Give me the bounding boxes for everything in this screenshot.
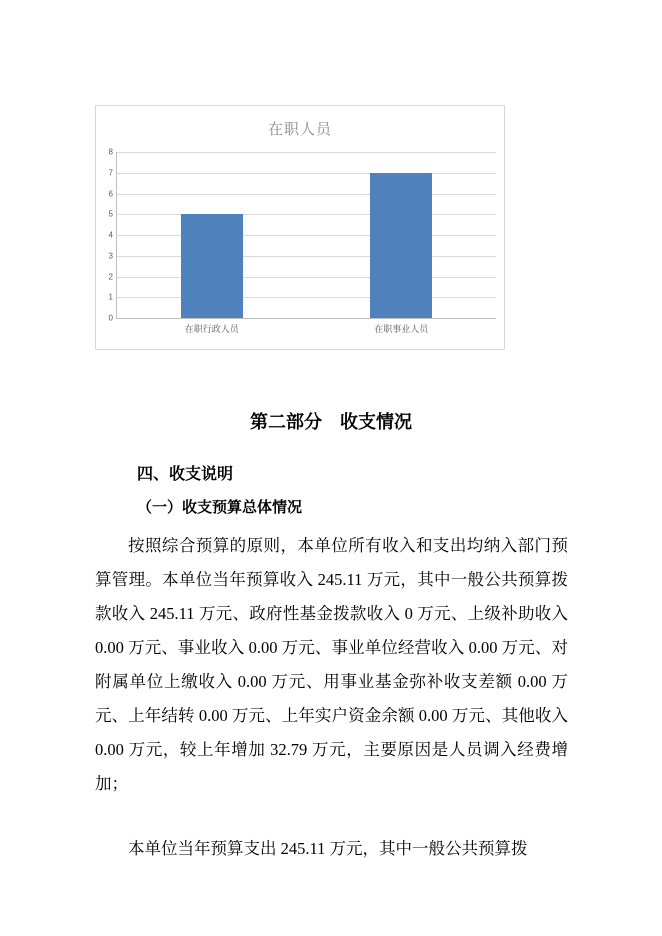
paragraph: 按照综合预算的原则，本单位所有收入和支出均纳入部门预算管理。本单位当年预算收入 245.11 万元，其中一般公共预算拨款收入 245.11 万元、政府性基金拨款收入 0 万元、上级补助收入 0.00 万元、事业收入 0.00 万元、事业单位经营收入 0.00 万元、对附属单位上缴收入 0.00 万元、用事业基金弥补收支差额 0.00 万元、上年结转 0.00 万元、上年实户资金余额 0.00 万元、其他收入 0.00 万元，较上年增加 32.79 万元，主要原因是人员调入经费增加； xyxy=(95,536,568,793)
chart-ytick-label: 7 xyxy=(108,168,113,178)
chart-gridline xyxy=(117,152,496,153)
chart-gridline xyxy=(117,214,496,215)
subsection-heading: （一）收支预算总体情况 xyxy=(137,499,303,516)
chart-ytick-label: 2 xyxy=(108,272,113,281)
chart-bar xyxy=(370,173,432,318)
chart-ytick-label: 1 xyxy=(108,292,113,302)
chart-xtick-label: 在职行政人员 xyxy=(184,324,239,334)
chart-ytick-label: 6 xyxy=(108,189,113,198)
chart-ytick-label: 5 xyxy=(108,209,113,219)
chart-gridline xyxy=(117,235,496,236)
chart-gridline xyxy=(117,297,496,298)
chart-gridline xyxy=(117,194,496,195)
chart-gridline xyxy=(117,277,496,278)
chart-ytick-label: 3 xyxy=(108,251,113,261)
chart-ytick-label: 0 xyxy=(108,313,113,323)
chart-plot xyxy=(108,147,496,334)
part-title: 第二部分 收支情况 xyxy=(250,412,412,432)
chart-xtick-label: 在职事业人员 xyxy=(374,324,429,334)
staff-bar-chart xyxy=(95,105,505,350)
chart-gridline xyxy=(117,256,496,257)
chart-ytick-label: 8 xyxy=(108,147,113,157)
chart-bar xyxy=(181,214,243,318)
chart-ytick-label: 4 xyxy=(108,230,113,240)
chart-gridline xyxy=(117,173,496,174)
chart-title: 在职人员 xyxy=(267,121,332,138)
body-text xyxy=(95,529,568,866)
section-heading: 四、收支说明 xyxy=(137,466,234,483)
paragraph: 本单位当年预算支出 245.11 万元，其中一般公共预算拨 xyxy=(128,839,528,858)
